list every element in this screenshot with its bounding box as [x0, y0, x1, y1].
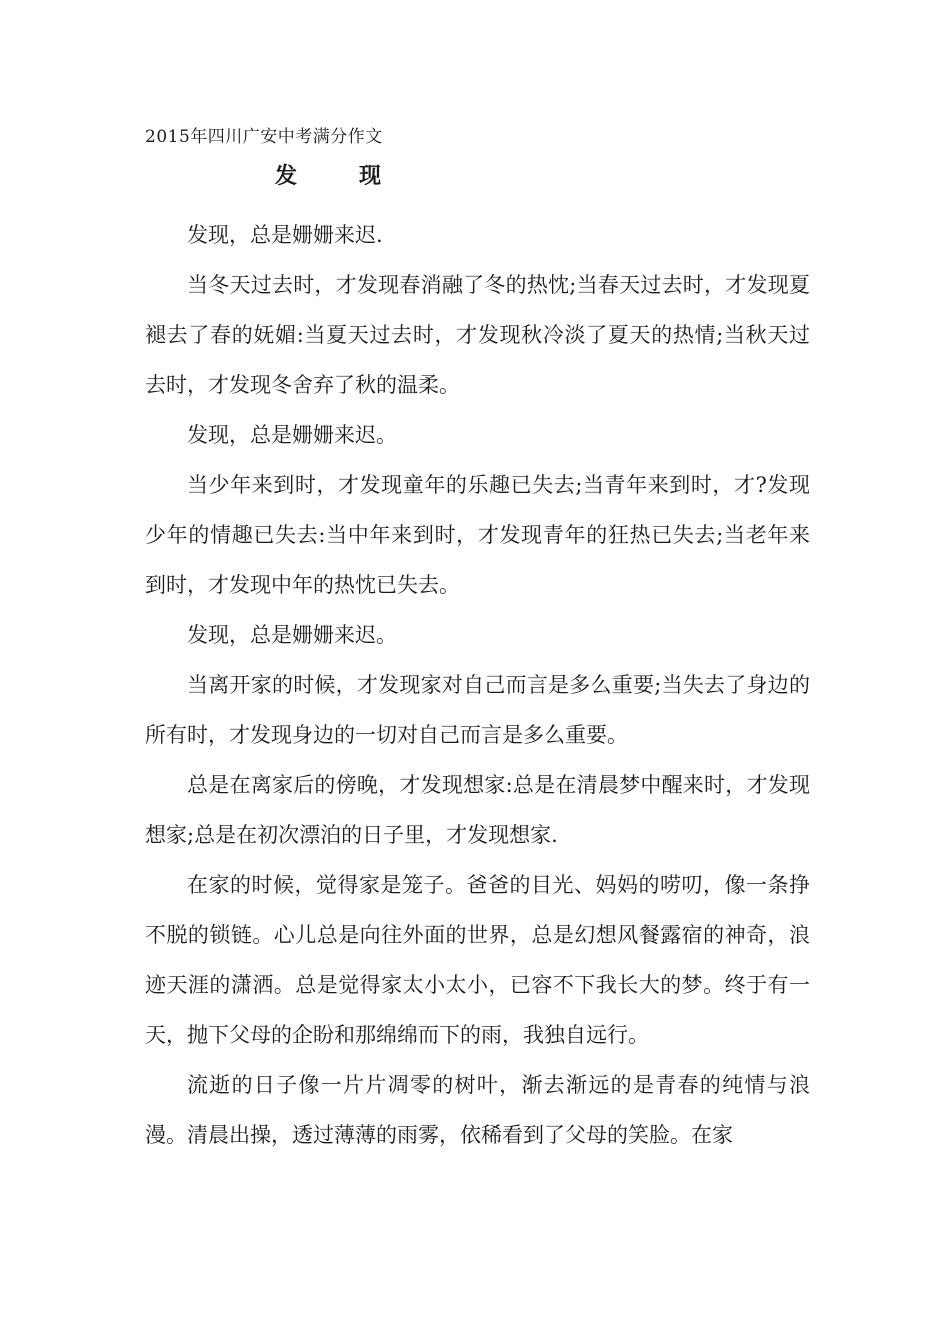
paragraph-2: 当冬天过去时，才发现春消融了冬的热忱;当春天过去时，才发现夏褪去了春的妩媚:当夏天过去时，才发现秋冷淡了夏天的热情;当秋天过去时，才发现冬舍弃了秋的温柔。 — [145, 273, 810, 397]
paragraph-1: 发现，总是姗姗来迟. — [187, 223, 383, 247]
essay-body — [145, 210, 810, 1160]
paragraph-5: 发现，总是姗姗来迟。 — [187, 623, 397, 647]
document-title: 发 现 — [275, 163, 402, 189]
paragraph-4: 当少年来到时，才发现童年的乐趣已失去;当青年来到时，才?发现少年的情趣已失去:当中年来到时，才发现青年的狂热已失去;当老年来到时，才发现中年的热忱已失去。 — [145, 473, 810, 597]
paragraph-7: 总是在离家后的傍晚，才发现想家:总是在清晨梦中醒来时，才发现想家;总是在初次漂泊的日子里，才发现想家. — [145, 773, 810, 847]
paragraph-9: 流逝的日子像一片片凋零的树叶，渐去渐远的是青春的纯情与浪漫。清晨出操，透过薄薄的雨雾，依稀看到了父母的笑脸。在家 — [145, 1073, 810, 1147]
paragraph-3: 发现，总是姗姗来迟。 — [187, 423, 397, 447]
paragraph-8: 在家的时候，觉得家是笼子。爸爸的目光、妈妈的唠叨，像一条挣不脱的锁链。心儿总是向往外面的世界，总是幻想风餐露宿的神奇，浪迹天涯的潇洒。总是觉得家太小太小，已容不下我长大的梦。终于有一天，抛下父母的企盼和那绵绵而下的雨，我独自远行。 — [145, 873, 810, 1047]
paragraph-6: 当离开家的时候，才发现家对自己而言是多么重要;当失去了身边的所有时，才发现身边的一切对自己而言是多么重要。 — [145, 673, 810, 747]
document-subtitle: 2015年四川广安中考满分作文 — [145, 127, 383, 147]
